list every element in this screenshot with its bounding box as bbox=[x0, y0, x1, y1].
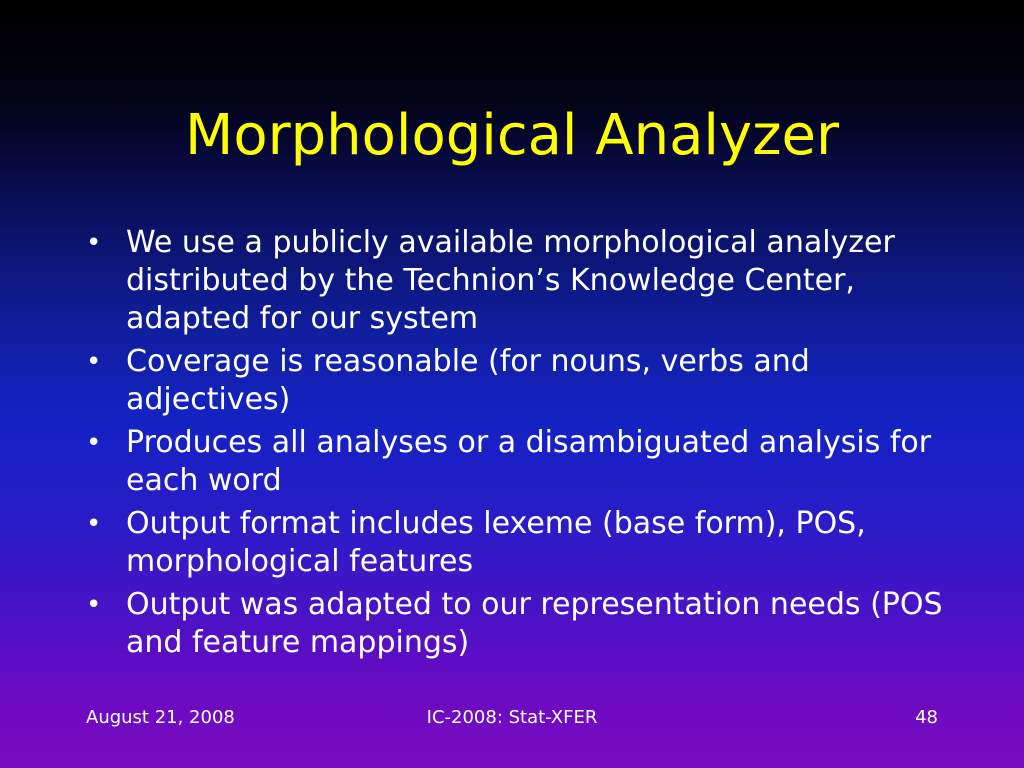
slide-title: Morphological Analyzer bbox=[185, 103, 839, 168]
bullet-item bbox=[86, 224, 946, 338]
bullet-text: Produces all analyses or a disambiguated analysis for each word bbox=[126, 425, 932, 498]
bullet-marker: • bbox=[86, 228, 102, 258]
footer-date: August 21, 2008 bbox=[86, 707, 235, 728]
bullet-item bbox=[86, 424, 946, 500]
bullet-text: We use a publicly available morphological analyzer distributed by the Technion’s Knowledge Center, adapted for our system bbox=[126, 225, 895, 336]
bullet-item bbox=[86, 343, 946, 419]
bullet-marker: • bbox=[86, 347, 102, 377]
bullet-marker: • bbox=[86, 428, 102, 458]
bullet-text: Coverage is reasonable (for nouns, verbs and adjectives) bbox=[126, 344, 810, 417]
bullet-text: Output format includes lexeme (base form), POS, morphological features bbox=[126, 506, 866, 579]
bullet-item bbox=[86, 586, 946, 662]
bullet-list bbox=[86, 224, 946, 667]
bullet-marker: • bbox=[86, 509, 102, 539]
page-number: 48 bbox=[915, 707, 938, 728]
bullet-text: Output was adapted to our representation needs (POS and feature mappings) bbox=[126, 587, 943, 660]
footer-title: IC-2008: Stat-XFER bbox=[426, 707, 598, 728]
bullet-marker: • bbox=[86, 590, 102, 620]
bullet-item bbox=[86, 505, 946, 581]
